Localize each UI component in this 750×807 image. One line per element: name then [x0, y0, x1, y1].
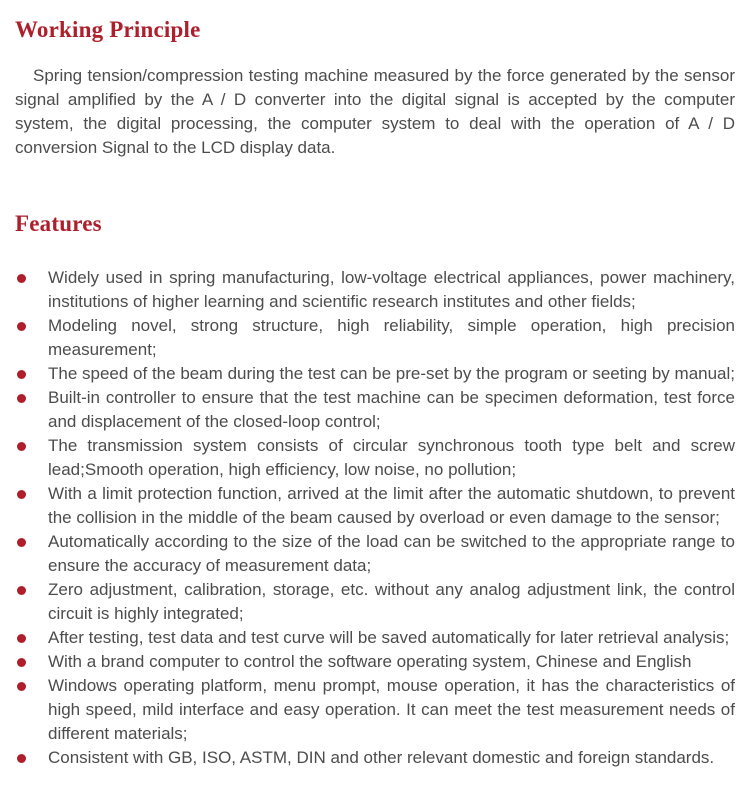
feature-item-text: With a limit protection function, arrived at the limit after the automatic shutdown, to prevent the collision in the middle of the beam caused by overload or even damage to the sensor; [48, 484, 735, 527]
bullet-icon [17, 754, 26, 763]
feature-item-text: After testing, test data and test curve will be saved automatically for later retrieval analysis; [48, 628, 730, 647]
feature-list-item [15, 362, 735, 386]
feature-list-item [15, 530, 735, 578]
feature-item-text: With a brand computer to control the software operating system, Chinese and English [48, 652, 692, 671]
feature-list-item [15, 482, 735, 530]
bullet-icon [17, 394, 26, 403]
feature-list-item [15, 626, 735, 650]
feature-list-item [15, 386, 735, 434]
bullet-icon [17, 658, 26, 667]
working-principle-paragraph: Spring tension/compression testing machine measured by the force generated by the sensor signal amplified by the A / D converter into the digital signal is accepted by the computer system, the digital processing, the computer system to deal with the operation of A / D conversion Signal to the LCD display data. [15, 66, 735, 157]
feature-item-text: Consistent with GB, ISO, ASTM, DIN and other relevant domestic and foreign standards. [48, 748, 715, 767]
feature-list-item [15, 314, 735, 362]
feature-item-text: Automatically according to the size of the load can be switched to the appropriate range to ensure the accuracy of measurement data; [48, 532, 735, 575]
feature-item-text: Windows operating platform, menu prompt, mouse operation, it has the characteristics of high speed, mild interface and easy operation. It can meet the test measurement needs of different materials; [48, 676, 735, 743]
bullet-icon [17, 634, 26, 643]
bullet-icon [17, 586, 26, 595]
working-principle-heading: Working Principle [15, 17, 201, 42]
bullet-icon [17, 322, 26, 331]
feature-item-text: Zero adjustment, calibration, storage, etc. without any analog adjustment link, the control circuit is highly integrated; [48, 580, 735, 623]
features-list [15, 266, 735, 770]
feature-item-text: Widely used in spring manufacturing, low-voltage electrical appliances, power machinery, institutions of higher learning and scientific research institutes and other fields; [48, 268, 735, 311]
bullet-icon [17, 370, 26, 379]
bullet-icon [17, 682, 26, 691]
bullet-icon [17, 538, 26, 547]
features-heading: Features [15, 211, 102, 236]
feature-item-text: The transmission system consists of circular synchronous tooth type belt and screw lead;Smooth operation, high efficiency, low noise, no pollution; [48, 436, 735, 479]
feature-list-item [15, 266, 735, 314]
feature-list-item [15, 578, 735, 626]
feature-list-item [15, 434, 735, 482]
bullet-icon [17, 274, 26, 283]
bullet-icon [17, 490, 26, 499]
feature-item-text: Modeling novel, strong structure, high reliability, simple operation, high precision measurement; [48, 316, 735, 359]
feature-item-text: Built-in controller to ensure that the test machine can be specimen deformation, test force and displacement of the closed-loop control; [48, 388, 735, 431]
feature-list-item [15, 650, 735, 674]
bullet-icon [17, 442, 26, 451]
feature-list-item [15, 674, 735, 746]
feature-item-text: The speed of the beam during the test can be pre-set by the program or seeting by manual; [48, 364, 736, 383]
feature-list-item [15, 746, 735, 770]
